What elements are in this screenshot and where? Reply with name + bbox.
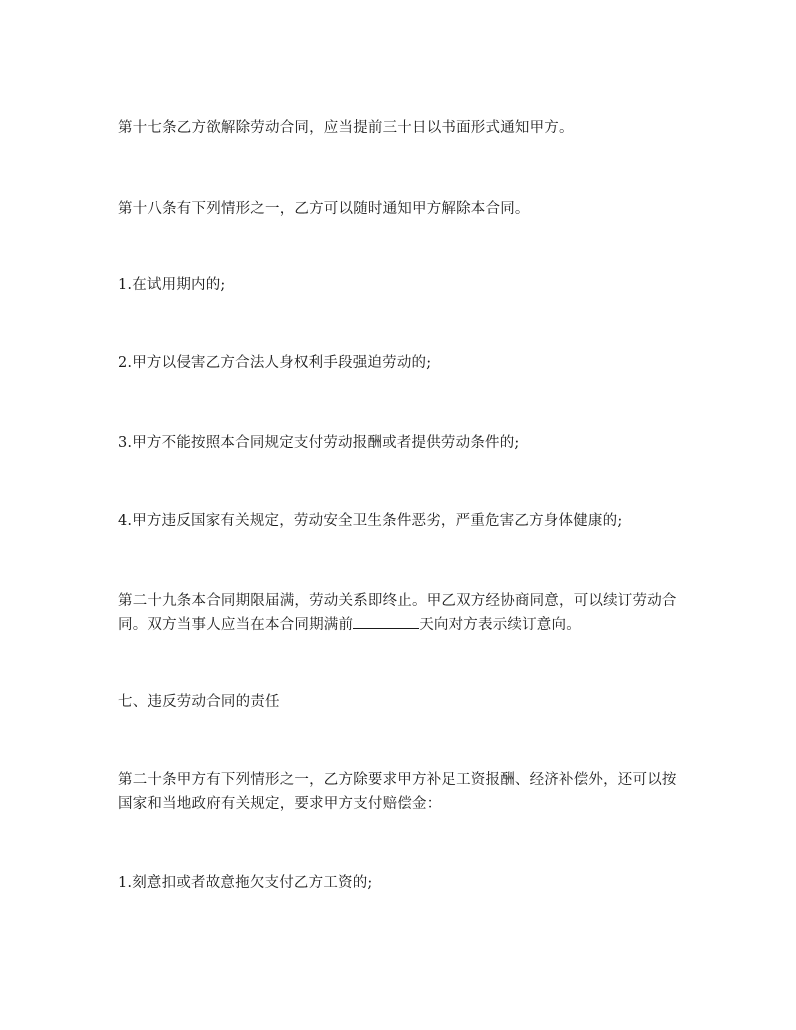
list-item-1: 1.在试用期内的; (118, 277, 226, 293)
article-29-text-after: 天向对方表示续订意向。 (419, 617, 581, 633)
blank-days-field (353, 613, 419, 629)
list-item-1-article-20: 1.刻意扣或者故意拖欠支付乙方工资的; (118, 875, 373, 891)
article-29-paragraph (118, 589, 688, 637)
list-item-4: 4.甲方违反国家有关规定，劳动安全卫生条件恶劣，严重危害乙方身体健康的; (118, 513, 623, 529)
section-7-heading: 七、违反劳动合同的责任 (118, 694, 280, 710)
article-18-paragraph: 第十八条有下列情形之一，乙方可以随时通知甲方解除本合同。 (118, 201, 530, 217)
list-item-3: 3.甲方不能按照本合同规定支付劳动报酬或者提供劳动条件的; (118, 435, 520, 451)
article-17-paragraph: 第十七条乙方欲解除劳动合同，应当提前三十日以书面形式通知甲方。 (118, 120, 574, 136)
article-20-paragraph: 第二十条甲方有下列情形之一，乙方除要求甲方补足工资报酬、经济补偿外，还可以按国家和当地政府有关规定，要求甲方支付赔偿金： (118, 772, 677, 812)
article-29-text-before: 第二十九条本合同期限届满，劳动关系即终止。甲乙双方经协商同意，可以续订劳动合同。双方当事人应当在本合同期满前 (118, 593, 677, 633)
list-item-2: 2.甲方以侵害乙方合法人身权利手段强迫劳动的; (118, 355, 432, 371)
